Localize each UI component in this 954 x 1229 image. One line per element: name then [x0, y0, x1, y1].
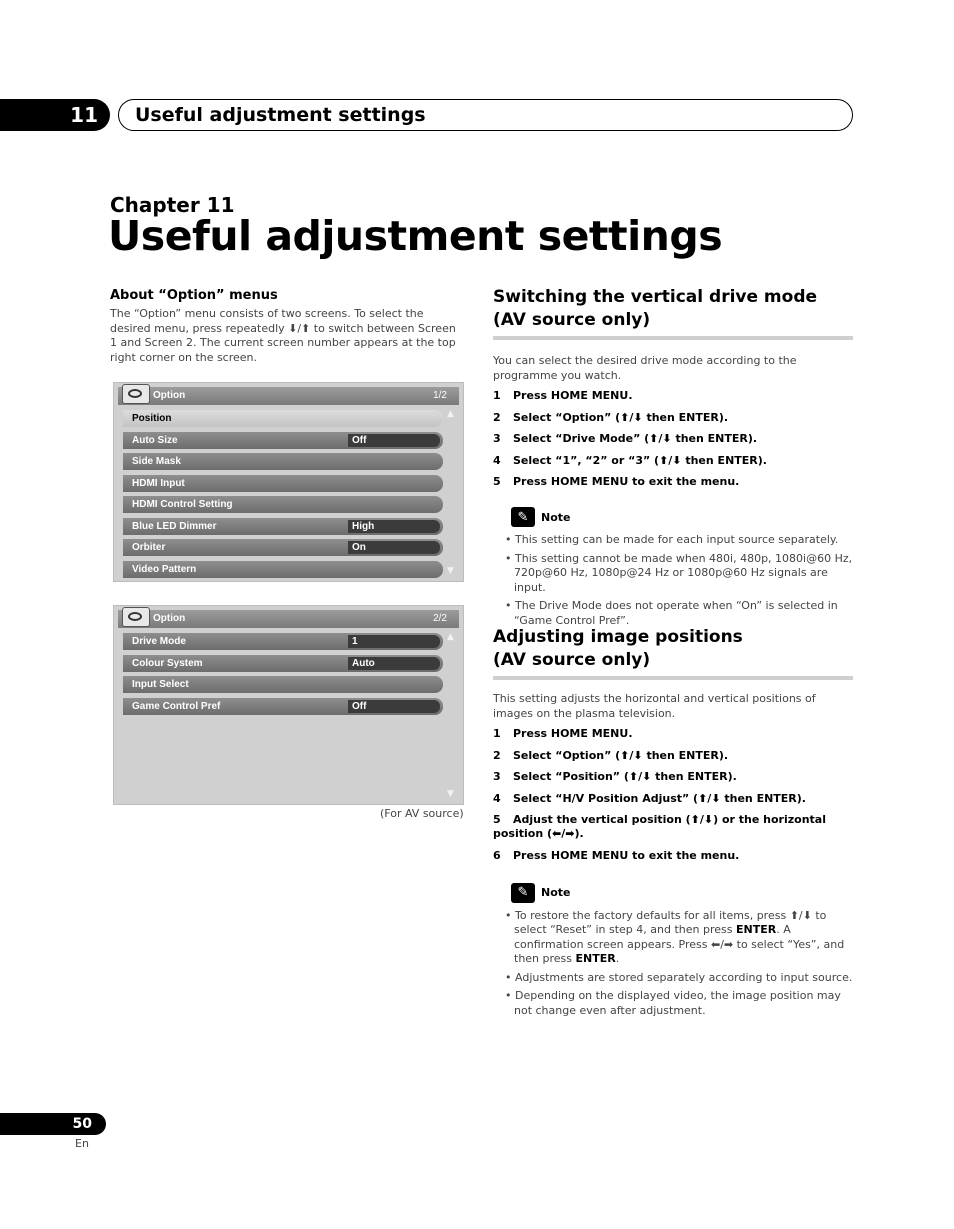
- note-text: This setting can be made for each input source separately.: [515, 533, 839, 546]
- menu-item-value: 1: [348, 635, 440, 648]
- menu-item-auto-size[interactable]: [123, 432, 443, 449]
- section-heading-line2: (AV source only): [493, 650, 651, 670]
- menu-item-video-pattern[interactable]: [123, 561, 443, 578]
- menu-item-hdmi-input[interactable]: [123, 475, 443, 492]
- menu-page-indicator: 1/2: [433, 390, 447, 401]
- menu-titlebar: [118, 387, 459, 405]
- pencil-icon: ✎: [511, 883, 535, 903]
- scroll-down-icon[interactable]: ▼: [447, 789, 454, 799]
- scroll-down-icon[interactable]: ▼: [447, 566, 454, 576]
- option-menu-screen-2: [113, 605, 464, 805]
- menu-item-side-mask[interactable]: [123, 453, 443, 470]
- step-item: [493, 792, 853, 806]
- note-text: The Drive Mode does not operate when “On” is selected in “Game Control Pref”.: [514, 599, 838, 627]
- menu-item-label: Game Control Pref: [132, 701, 221, 712]
- step-item: [493, 770, 853, 784]
- step-number: 6: [493, 848, 501, 862]
- note-bullet: • Adjustments are stored separately according to input source.: [505, 970, 853, 984]
- menu-item-label: Colour System: [132, 658, 203, 669]
- menu-item-blue-led-dimmer[interactable]: [123, 518, 443, 535]
- menu-title: Option: [153, 613, 186, 624]
- step-number: 3: [493, 770, 501, 783]
- section-image-positions: [493, 626, 853, 1018]
- menu-item-orbiter[interactable]: [123, 539, 443, 556]
- heading-rule: [493, 336, 853, 340]
- menu-item-label: HDMI Control Setting: [132, 499, 233, 510]
- menu-item-label: HDMI Input: [132, 478, 185, 489]
- menu-item-drive-mode[interactable]: [123, 633, 443, 650]
- menu-item-colour-system[interactable]: [123, 655, 443, 672]
- section-heading-line1: Adjusting image positions: [493, 627, 743, 647]
- scroll-up-icon[interactable]: ▲: [447, 632, 454, 642]
- menu-item-value: Auto: [348, 657, 440, 670]
- step-item: [493, 432, 853, 446]
- note-emphasis: ENTER: [735, 923, 777, 936]
- menu-item-value: On: [348, 541, 440, 554]
- step-item: [493, 749, 853, 763]
- chapter-number-badge: 11: [0, 99, 110, 131]
- step-number: 5: [493, 475, 501, 488]
- menu-item-value: Off: [348, 434, 440, 447]
- step-text: Press HOME MENU.: [513, 727, 633, 740]
- note-bullet: • The Drive Mode does not operate when “On” is selected in “Game Control Pref”.: [505, 599, 838, 627]
- menu-titlebar: [118, 610, 459, 628]
- section-vertical-drive-mode: [493, 286, 853, 628]
- menu-title: Option: [153, 390, 186, 401]
- note-header: [511, 507, 853, 527]
- tv-logo-icon: [122, 607, 150, 627]
- note-text: Adjustments are stored separately according to input source.: [515, 970, 853, 984]
- step-number: 4: [493, 791, 501, 805]
- step-number: 1: [493, 389, 501, 402]
- menu-item-value: High: [348, 520, 440, 533]
- step-number: 3: [493, 432, 501, 445]
- menu-item-game-control-pref[interactable]: [123, 698, 443, 715]
- step-text: Select “H/V Position Adjust” (⬆/⬇ then ENTER).: [513, 791, 806, 805]
- step-text: Select “Drive Mode” (⬆/⬇ then ENTER).: [513, 432, 758, 445]
- note-text: Depending on the displayed video, the image position may not change even after adjustment.: [514, 989, 841, 1017]
- step-item: [493, 454, 853, 468]
- note-bullet: • This setting cannot be made when 480i, 480p, 1080i@60 Hz, 720p@60 Hz, 1080p@24 Hz or 1080p@60 Hz signals are input.: [505, 551, 853, 594]
- note-bullet: • Depending on the displayed video, the image position may not change even after adjustment.: [505, 989, 841, 1017]
- pencil-icon: ✎: [511, 507, 535, 527]
- note-label: Note: [541, 886, 571, 899]
- note-bullet: • This setting can be made for each input source separately.: [505, 533, 839, 546]
- tv-logo-icon: [122, 384, 150, 404]
- menu-item-value: Off: [348, 700, 440, 713]
- step-number: 4: [493, 453, 501, 467]
- menu-item-label: Auto Size: [132, 435, 178, 446]
- note-text: This setting cannot be made when 480i, 480p, 1080i@60 Hz, 720p@60 Hz, 1080p@24 Hz or 1080p@60 Hz signals are input.: [514, 551, 853, 594]
- note-text: .: [615, 952, 620, 965]
- note-bullet: • To restore the factory defaults for all items, press ⬆/⬇ to select “Reset” in step 4, and then press ENTER. A confirmation screen appears. Press ⬅/➡ to select “Yes”, and then press ENTER.: [505, 908, 845, 965]
- section-heading-line2: (AV source only): [493, 310, 651, 330]
- step-item: [493, 727, 853, 741]
- note-text: . A confirmation screen appears. Press ⬅/➡ to select “Yes”, and then press: [514, 923, 845, 965]
- step-item: [493, 849, 853, 863]
- menu-item-label: Position: [132, 413, 172, 424]
- menu-page-indicator: 2/2: [433, 613, 447, 624]
- about-option-text: The “Option” menu consists of two screens. To select the desired menu, press repeatedly ⬇/⬆ to switch between Screen 1 and Screen 2. The current screen number appears at the top right corner on the screen.: [110, 307, 456, 364]
- menu-item-input-select[interactable]: [123, 676, 443, 693]
- step-text: Press HOME MENU to exit the menu.: [513, 475, 740, 488]
- step-number: 2: [493, 748, 501, 762]
- step-text: Select “Position” (⬆/⬇ then ENTER).: [513, 770, 737, 783]
- menu-item-label: Side Mask: [132, 456, 181, 467]
- step-item: [493, 813, 853, 841]
- step-item: [493, 411, 853, 425]
- menu-item-label: Video Pattern: [132, 564, 197, 575]
- menu-item-label: Orbiter: [132, 542, 166, 553]
- step-number: 1: [493, 727, 501, 740]
- note-text: To restore the factory defaults for all items, press ⬆/⬇ to select “Reset” in step 4, and then press: [514, 908, 827, 936]
- scroll-up-icon[interactable]: ▲: [447, 409, 454, 419]
- step-text: Press HOME MENU to exit the menu.: [513, 848, 740, 862]
- step-text: Press HOME MENU.: [513, 389, 633, 402]
- menu-item-hdmi-control-setting[interactable]: [123, 496, 443, 513]
- page-number: 50: [0, 1113, 106, 1135]
- page-title: Useful adjustment settings: [108, 212, 723, 260]
- note-emphasis: ENTER: [575, 952, 616, 965]
- heading-rule: [493, 676, 853, 680]
- about-option-heading: About “Option” menus: [110, 288, 278, 303]
- menu-item-position[interactable]: [123, 410, 443, 427]
- option-menu-screen-1: [113, 382, 464, 582]
- step-text: Select “Option” (⬆/⬇ then ENTER).: [513, 748, 729, 762]
- menu-item-label: Blue LED Dimmer: [132, 521, 217, 532]
- step-text: Select “Option” (⬆/⬇ then ENTER).: [513, 410, 729, 424]
- note-header: [511, 883, 853, 903]
- step-text: Adjust the vertical position (⬆/⬇) or the horizontal position (⬅/➡).: [493, 813, 826, 840]
- step-item: [493, 389, 853, 403]
- step-number: 5: [493, 813, 501, 826]
- step-item: [493, 475, 853, 489]
- page-language: En: [75, 1137, 89, 1150]
- menu-caption: (For AV source): [380, 807, 464, 820]
- chapter-header-title: Useful adjustment settings: [118, 99, 853, 131]
- section-intro: This setting adjusts the horizontal and vertical positions of images on the plasma television.: [493, 692, 816, 720]
- chapter-label: Chapter 11: [110, 193, 235, 217]
- menu-item-label: Drive Mode: [132, 636, 186, 647]
- section-heading-line1: Switching the vertical drive mode: [493, 287, 818, 307]
- step-number: 2: [493, 410, 501, 424]
- menu-item-label: Input Select: [132, 679, 189, 690]
- step-text: Select “1”, “2” or “3” (⬆/⬇ then ENTER).: [513, 453, 767, 467]
- note-label: Note: [541, 510, 571, 524]
- section-intro: You can select the desired drive mode according to the programme you watch.: [493, 354, 797, 382]
